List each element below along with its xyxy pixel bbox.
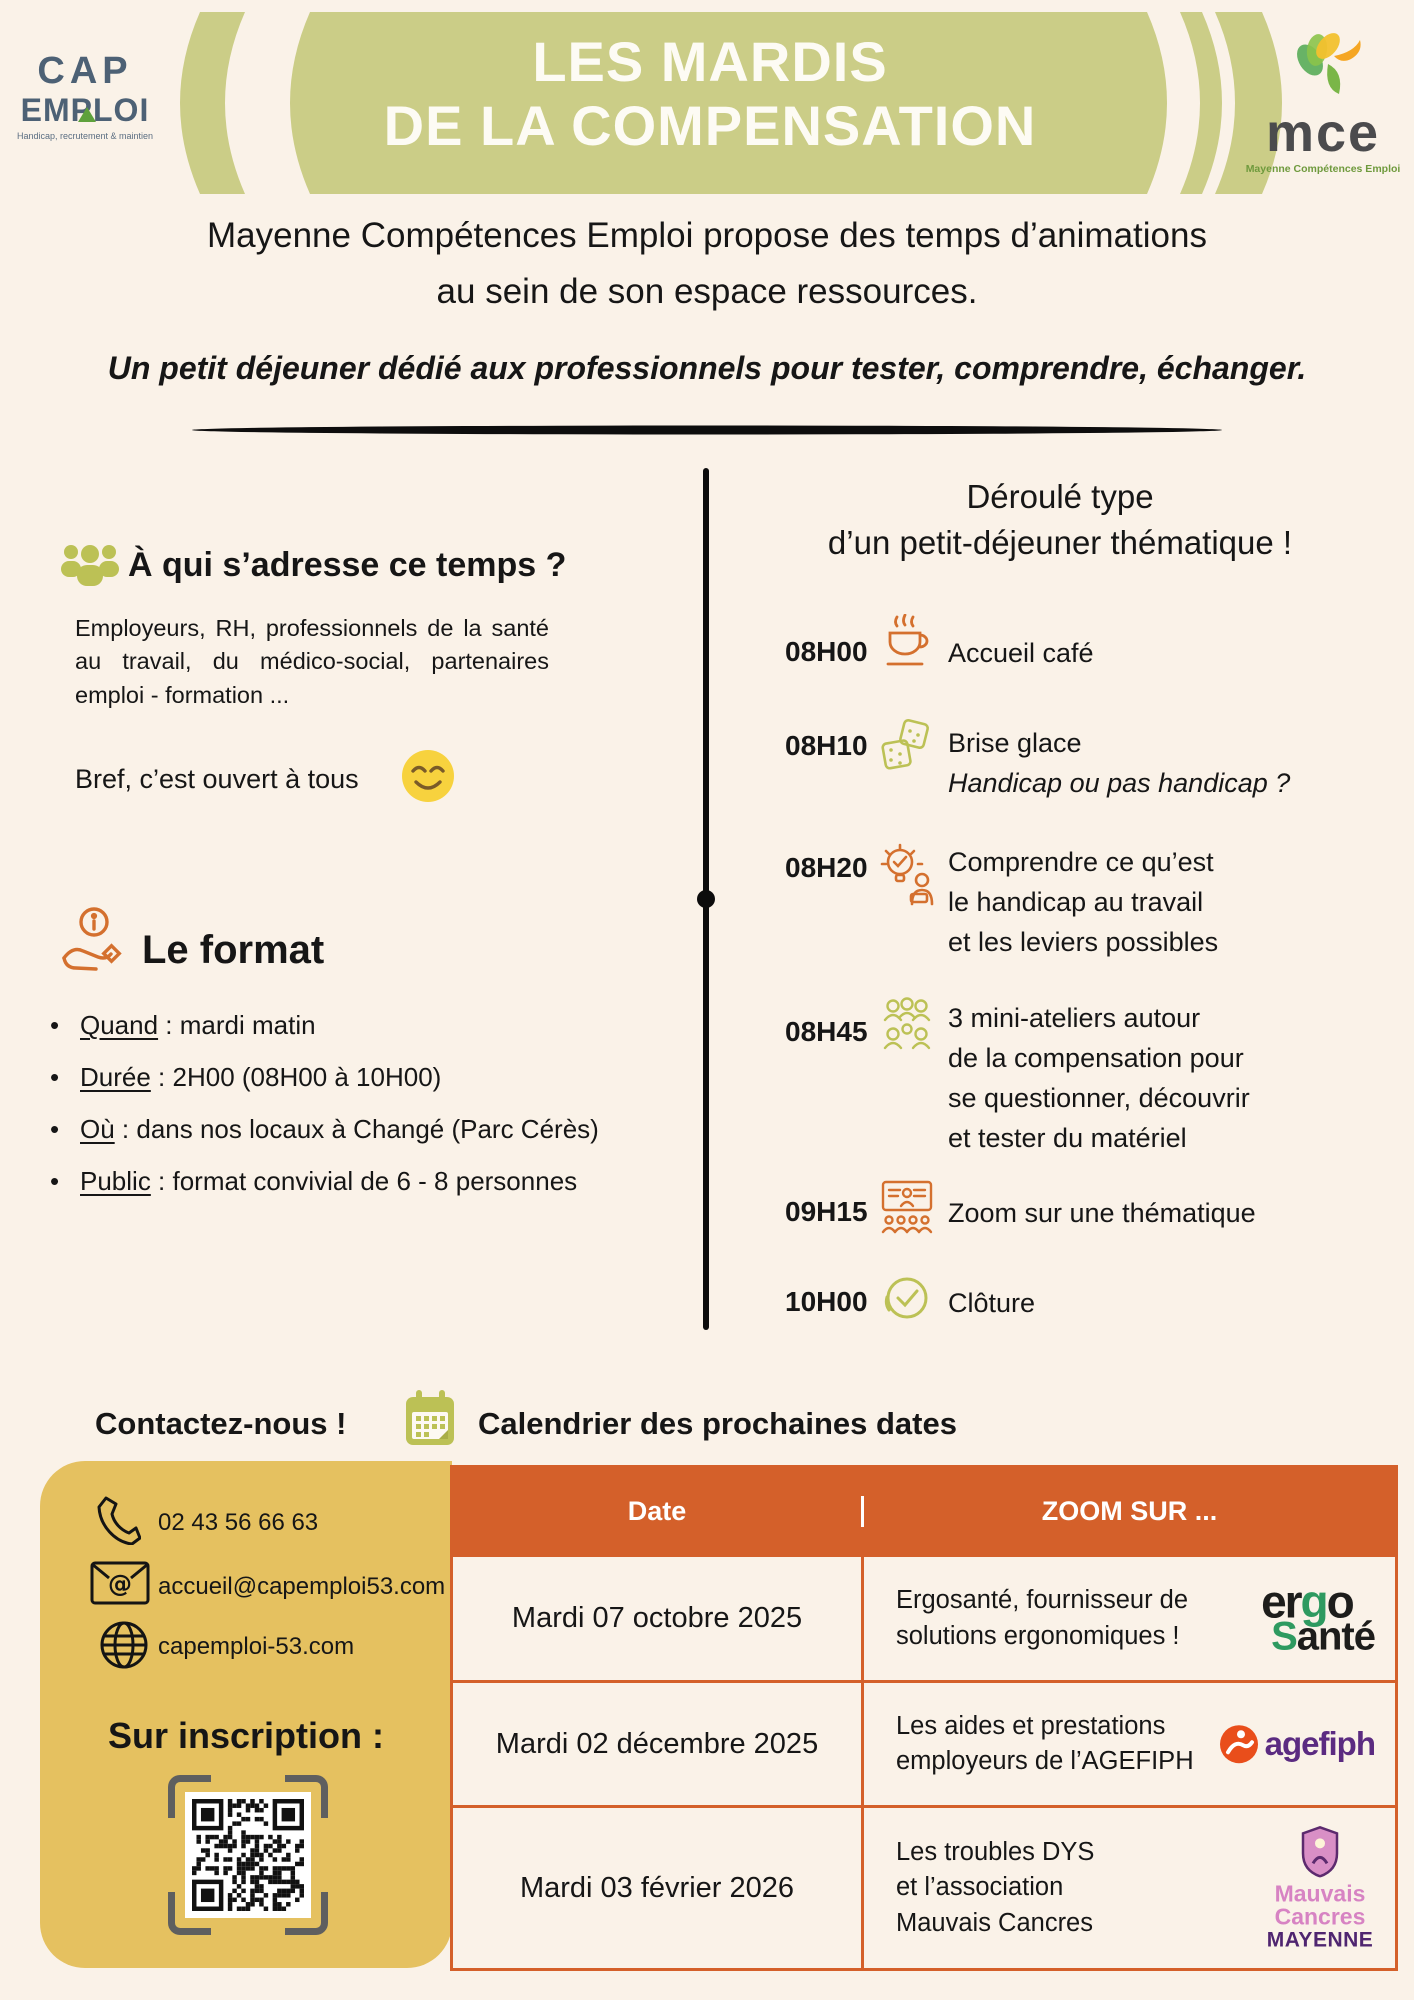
mauvais-cancres-shield-icon <box>1298 1825 1342 1877</box>
banner-title <box>300 30 1120 158</box>
format-list <box>50 1010 690 1218</box>
intro-line2: au sein de son espace ressources. <box>436 272 978 311</box>
banner-right-arc-thin <box>1180 12 1222 194</box>
intro-tagline: Un petit déjeuner dédié aux professionnels pour tester, comprendre, échanger. <box>107 350 1307 386</box>
format-heading: Le format <box>142 928 325 972</box>
schedule-item-2-text: Brise glace Handicap ou pas handicap ? <box>948 728 1291 798</box>
row1-date: Mardi 07 octobre 2025 <box>453 1557 864 1680</box>
calendar-icon <box>403 1390 457 1450</box>
mce-tagline: Mayenne Compétences Emploi <box>1245 163 1401 175</box>
cap-logo-emploi: EMPLOI <box>20 92 150 128</box>
contact-phone: 02 43 56 66 63 <box>158 1509 319 1536</box>
audience-heading: À qui s’adresse ce temps ? <box>128 546 567 584</box>
calendar-heading: Calendrier des prochaines dates <box>478 1406 957 1441</box>
schedule-item-3-text: Comprendre ce qu’est le handicap au travail et les leviers possibles <box>948 847 1219 957</box>
table-row <box>453 1554 1395 1680</box>
schedule-time-6: 10H00 <box>785 1286 868 1317</box>
audience-body: Employeurs, RH, professionnels de la santé au travail, du médico-social, partenaires emploi - formation ... <box>75 615 549 708</box>
intro-line1: Mayenne Compétences Emploi propose des temps d’animations <box>207 216 1207 255</box>
cap-emploi-logo <box>10 52 160 141</box>
globe-icon <box>98 1619 150 1671</box>
people-icon <box>58 542 122 588</box>
schedule-time-5: 09H15 <box>785 1196 868 1227</box>
format-item-duree: • Durée : 2H00 (08H00 à 10H00) <box>50 1062 442 1092</box>
mce-word: mce <box>1265 103 1381 163</box>
cap-logo-cap: CAP <box>10 52 160 90</box>
contact-heading: Contactez-nous ! <box>95 1406 347 1441</box>
coffee-icon <box>878 614 936 677</box>
dice-icon <box>878 718 936 785</box>
schedule-time-2: 08H10 <box>785 730 868 761</box>
contact-email: accueil@capemploi53.com <box>158 1573 446 1600</box>
qr-code <box>168 1775 328 1935</box>
column-divider-dot <box>697 890 715 908</box>
row3-date: Mardi 03 février 2026 <box>453 1808 864 1968</box>
inscription-label: Sur inscription : <box>107 1715 384 1756</box>
table-header-topic: ZOOM SUR ... <box>1041 1495 1218 1526</box>
table-row <box>453 1680 1395 1805</box>
email-icon <box>90 1561 150 1605</box>
banner-title-line1: LES MARDIS <box>532 30 888 93</box>
calendar-table <box>450 1465 1398 1971</box>
schedule-time-1: 08H00 <box>785 636 868 667</box>
agefiph-logo: agefiph <box>1219 1721 1375 1767</box>
schedule-item-5-text: Zoom sur une thématique <box>948 1198 1256 1228</box>
row2-topic: Les aides et prestations employeurs de l’AGEFIPH agefiph <box>896 1711 1375 1775</box>
schedule-item-4-text: 3 mini-ateliers autour de la compensation pour se questionner, découvrir et tester du matériel <box>948 1003 1250 1153</box>
format-item-public: • Public : format convivial de 6 - 8 personnes <box>50 1166 578 1196</box>
mce-logo <box>1245 26 1401 175</box>
schedule-time-4: 08H45 <box>785 1016 868 1047</box>
info-hand-icon <box>58 906 124 976</box>
contact-card <box>40 1461 452 1968</box>
svg-text:@: @ <box>108 1570 132 1598</box>
smiley-icon <box>400 748 456 804</box>
banner-title-line2: DE LA COMPENSATION <box>383 94 1037 157</box>
row1-topic: Ergosanté, fournisseur de solutions ergonomiques ! ergo Santé <box>896 1575 1375 1659</box>
banner-left-arc <box>180 12 245 194</box>
table-header-row <box>453 1468 1395 1554</box>
schedule-time-3: 08H20 <box>785 852 868 883</box>
table-header-date: Date <box>453 1496 864 1527</box>
contact-website: capemploi-53.com <box>158 1633 355 1660</box>
idea-person-icon <box>878 842 936 911</box>
table-row <box>453 1805 1395 1968</box>
phone-icon <box>95 1495 141 1545</box>
ergosante-logo: ergo Santé <box>1261 1575 1375 1659</box>
row2-date: Mardi 02 décembre 2025 <box>453 1683 864 1805</box>
agefiph-icon <box>1219 1724 1259 1764</box>
people-group-icon <box>878 996 936 1063</box>
format-item-quand: • Quand : mardi matin <box>50 1010 316 1040</box>
cap-logo-tagline: Handicap, recrutement & maintien <box>16 131 154 141</box>
audience-note: Bref, c’est ouvert à tous <box>75 764 359 794</box>
schedule-title: Déroulé type d’un petit-déjeuner thématique ! <box>827 478 1293 561</box>
mauvais-cancres-logo: Mauvais Cancres MAYENNE <box>1265 1825 1375 1950</box>
cap-logo-green-arrow-icon <box>78 107 96 122</box>
mce-flower-icon <box>1284 26 1362 100</box>
schedule-item-6-text: Clôture <box>948 1288 1036 1318</box>
row3-topic: Les troubles DYS et l’association Mauvais Cancres Mauvais Cancres MAYENNE <box>864 1808 1395 1968</box>
schedule-item-1-text: Accueil café <box>948 638 1094 668</box>
presentation-icon <box>878 1178 936 1241</box>
format-item-ou: • Où : dans nos locaux à Changé (Parc Cérès) <box>50 1114 599 1144</box>
tapered-divider <box>190 422 1225 438</box>
check-circle-icon <box>878 1272 936 1329</box>
qr-code-image <box>185 1792 311 1918</box>
